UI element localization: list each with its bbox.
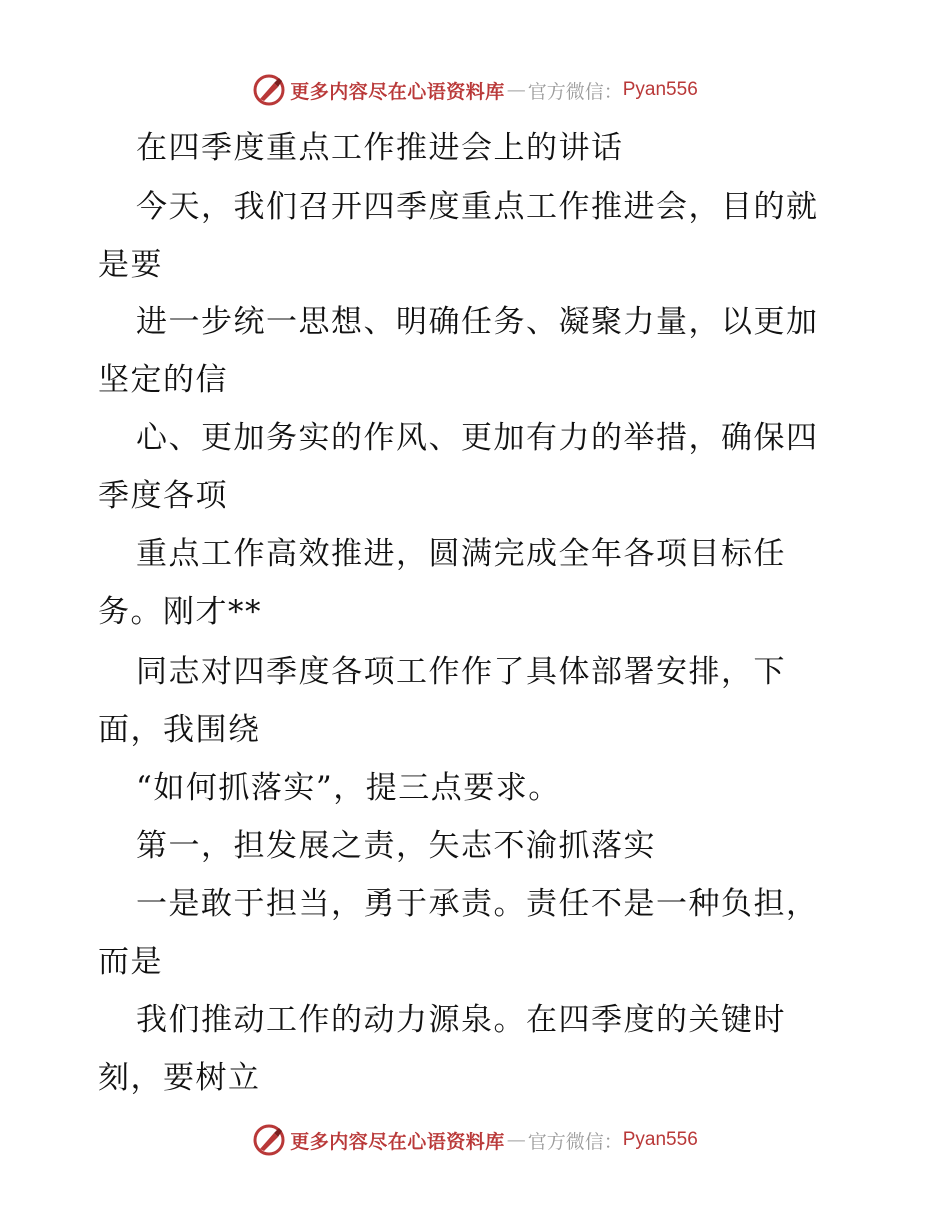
watermark-dash: —: [506, 1129, 526, 1151]
paragraph-line: “如何抓落实”，提三点要求。: [136, 770, 561, 806]
paragraph-line: 心、更加务实的作风、更加有力的举措，确保四: [136, 420, 819, 456]
paragraph-line: 我们推动工作的动力源泉。在四季度的关键时: [136, 1002, 786, 1038]
watermark-main-text: 更多内容尽在心语资料库: [290, 1130, 505, 1153]
paragraph-line: 今天，我们召开四季度重点工作推进会，目的就: [136, 189, 819, 225]
document-title: 在四季度重点工作推进会上的讲话: [136, 130, 624, 166]
paragraph-line: 季度各项: [98, 478, 228, 514]
watermark-main-text: 更多内容尽在心语资料库: [290, 80, 505, 103]
paragraph-line: 重点工作高效推进，圆满完成全年各项目标任: [136, 536, 786, 572]
footer-watermark: [0, 1120, 950, 1160]
paragraph-line: 而是: [98, 944, 163, 980]
paragraph-line: 务。刚才**: [98, 594, 262, 630]
paragraph-line: 刻，要树立: [98, 1060, 261, 1096]
paragraph-line: 是要: [98, 247, 163, 283]
paragraph-line: 同志对四季度各项工作作了具体部署安排，下: [136, 654, 786, 690]
paragraph-line: 坚定的信: [98, 362, 228, 398]
watermark-note: 官方微信：: [527, 1130, 623, 1153]
watermark-dash: —: [506, 79, 526, 101]
header-watermark: [0, 70, 950, 110]
section-heading: 第一，担发展之责，矢志不渝抓落实: [136, 828, 656, 864]
paragraph-line: 面，我围绕: [98, 712, 261, 748]
paragraph-line: 进一步统一思想、明确任务、凝聚力量，以更加: [136, 304, 819, 340]
pen-logo-icon: [252, 73, 286, 107]
watermark-id: Pyan556: [622, 1129, 698, 1150]
watermark-id: Pyan556: [622, 79, 698, 100]
paragraph-line: 一是敢于担当，勇于承责。责任不是一种负担，: [136, 886, 819, 922]
pen-logo-icon: [252, 1123, 286, 1157]
watermark-note: 官方微信：: [527, 80, 623, 103]
